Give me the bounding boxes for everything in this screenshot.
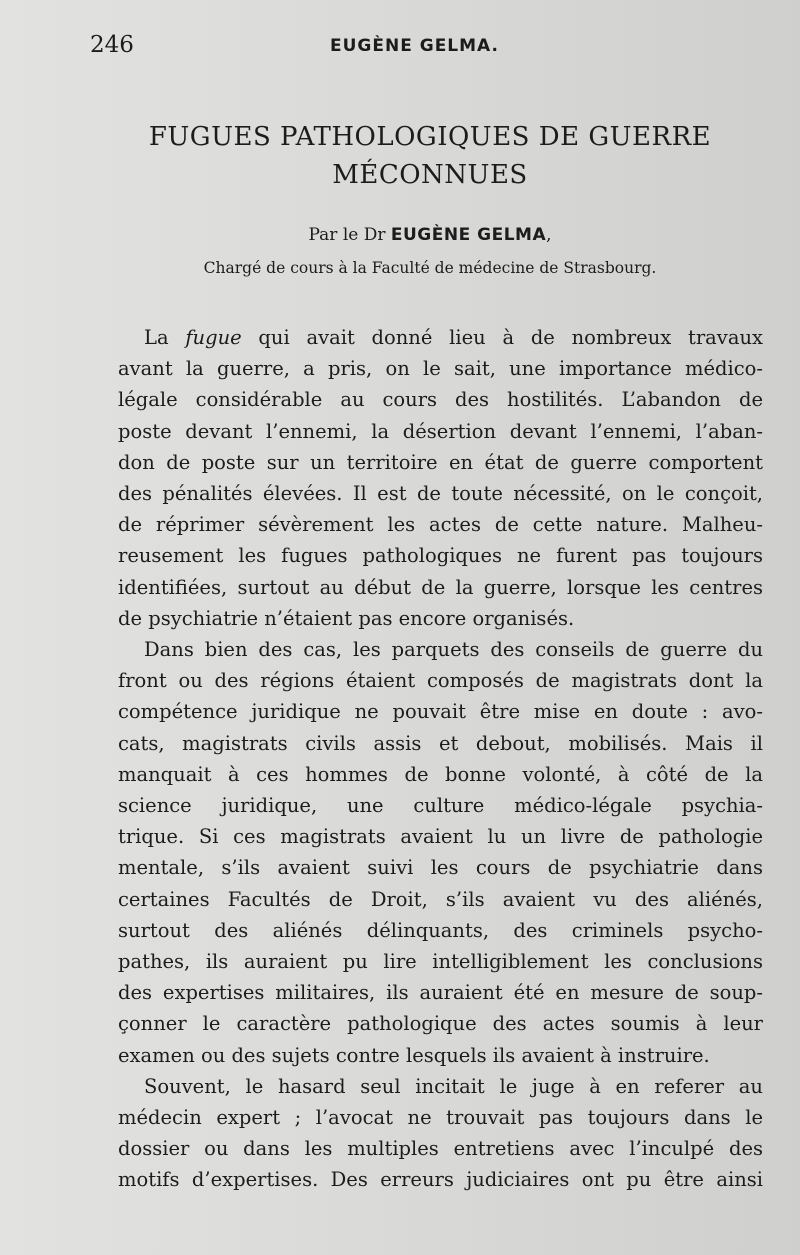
page-header: [90, 32, 780, 68]
text-line: [118, 322, 763, 353]
text-line: identifiées, surtout au début de la guerre, lorsque les centres: [118, 575, 763, 599]
title-line-1: FUGUES PATHOLOGIQUES DE GUERRE: [148, 122, 712, 152]
byline-prefix: Par le Dr: [308, 225, 391, 245]
text-line: dossier ou dans les multiples entretiens avec l’inculpé des: [118, 1137, 763, 1161]
article-title: [100, 118, 760, 194]
text-line: médecin expert ; l’avocat ne trouvait pas toujours dans le: [118, 1106, 763, 1130]
text-line: de psychiatrie n’étaient pas encore organisés.: [118, 606, 575, 630]
byline: [100, 225, 760, 245]
text-line: certaines Facultés de Droit, s’ils avaient vu des aliénés,: [118, 887, 763, 911]
title-line-2: MÉCONNUES: [332, 160, 528, 190]
text-line: mentale, s’ils avaient suivi les cours de psychiatrie dans: [118, 856, 763, 880]
text-line: science juridique, une culture médico-légale psychia-: [118, 794, 763, 818]
text-line: de réprimer sévèrement les actes de cette nature. Malheu-: [118, 513, 763, 537]
text-line: examen ou des sujets contre lesquels ils avaient à instruire.: [118, 1043, 710, 1067]
author-affiliation: Chargé de cours à la Faculté de médecine de Strasbourg.: [203, 259, 657, 277]
emphasis-fugue: fugue: [185, 326, 242, 349]
running-head: EUGÈNE GELMA.: [330, 36, 499, 56]
author-name: EUGÈNE GELMA: [390, 225, 547, 245]
page-number: 246: [90, 32, 134, 58]
first-line-start: La: [144, 326, 186, 349]
byline-suffix: ,: [546, 225, 552, 245]
body-text: [118, 322, 763, 1196]
text-line: reusement les fugues pathologiques ne furent pas toujours: [118, 544, 763, 568]
text-line: pathes, ils auraient pu lire intelligiblement les conclusions: [118, 950, 763, 974]
first-line-rest: qui avait donné lieu à de nombreux travaux: [241, 326, 763, 349]
text-line: poste devant l’ennemi, la désertion devant l’ennemi, l’aban-: [118, 419, 763, 443]
text-line: çonner le caractère pathologique des actes soumis à leur: [118, 1012, 763, 1036]
text-line: des expertises militaires, ils auraient été en mesure de soup-: [118, 981, 763, 1005]
text-line: Dans bien des cas, les parquets des conseils de guerre du: [144, 638, 763, 662]
text-line: légale considérable au cours des hostilités. L’abandon de: [118, 388, 763, 412]
text-line: Souvent, le hasard seul incitait le juge à en referer au: [144, 1074, 763, 1098]
text-line: cats, magistrats civils assis et debout, mobilisés. Mais il: [118, 731, 763, 755]
text-line: manquait à ces hommes de bonne volonté, à côté de la: [118, 762, 763, 786]
text-line: don de poste sur un territoire en état de guerre comportent: [118, 450, 763, 474]
text-line: trique. Si ces magistrats avaient lu un livre de pathologie: [118, 825, 763, 849]
text-line: avant la guerre, a pris, on le sait, une importance médico-: [118, 357, 763, 381]
text-line: motifs d’expertises. Des erreurs judiciaires ont pu être ainsi: [118, 1168, 763, 1192]
text-line: compétence juridique ne pouvait être mise en doute : avo-: [118, 700, 763, 724]
text-line: des pénalités élevées. Il est de toute nécessité, on le conçoit,: [118, 482, 763, 506]
text-line: front ou des régions étaient composés de magistrats dont la: [118, 669, 763, 693]
text-line: surtout des aliénés délinquants, des criminels psycho-: [118, 918, 763, 942]
